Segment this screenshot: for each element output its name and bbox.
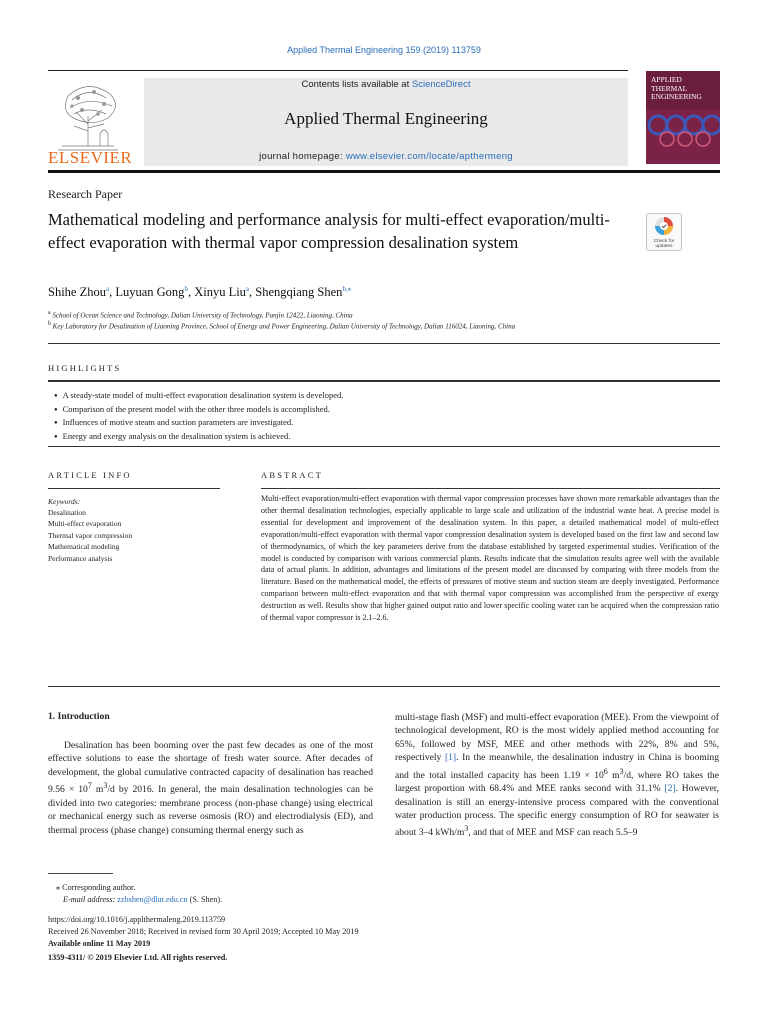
intro-text: /d by 2016. In general, the main desalination technologies can be divided into two categories: membrane process (non-phase change) using electrical or mechanical energy such as reverse osmosis (RO) and electrodialysis (ED), and thermal process (phase change) consuming thermal energy such as	[48, 784, 373, 836]
journal-name: Applied Thermal Engineering	[284, 109, 488, 128]
homepage-line	[144, 151, 628, 162]
author-affiliation-marker[interactable]: a	[105, 285, 110, 293]
intro-text: . However, desalination is still an energy-intensive process compared with the conventional water production process. The specific energy consumption of RO for seawater is about 3–4 kWh/m	[395, 783, 719, 839]
svg-text:updates: updates	[655, 244, 673, 249]
svg-text:Check for: Check for	[653, 239, 675, 244]
highlight-item: ● Comparison of the present model with the other three models is accomplished.	[54, 403, 734, 417]
highlight-item: ● Energy and exergy analysis on the desalination system is achieved.	[54, 430, 734, 444]
sciencedirect-link[interactable]: ScienceDirect	[411, 79, 471, 90]
email-label: E-mail address:	[63, 895, 118, 904]
highlights-list	[54, 389, 734, 443]
affiliation-text: Key Laboratory for Desalination of Liaoning Province, School of Energy and Power Engineering, Dalian University of Technology, Dalian 116024, Liaoning, China	[52, 322, 516, 331]
cover-title-line: APPLIED	[651, 75, 682, 84]
intro-text: m	[91, 784, 104, 796]
abstract-rule	[261, 488, 720, 489]
corresponding-author-note: ⁎ Corresponding author.	[56, 883, 136, 892]
journal-citation[interactable]: Applied Thermal Engineering 159 (2019) 113759	[287, 45, 481, 55]
intro-text: /d, where RO takes the largest proportion with 68.4% and MEE ranks second with 31.1%	[395, 769, 719, 795]
keyword-item: Multi-effect evaporation	[48, 519, 122, 529]
keywords-list	[48, 507, 132, 564]
contents-line	[144, 79, 628, 90]
affiliation-a	[48, 310, 353, 319]
intro-text: Desalination has been booming over the past few decades as one of the most effective solutions to ease the shortage of fresh water source. After decades of development, the global cumulative contracted capacity of desalination has reached 9.56 × 10	[48, 740, 373, 796]
intro-text: multi-stage flash (MSF) and multi-effect evaporation (MEE). From the viewpoint of technological development, RO is the most widely applied method accounting for 65%, followed by MSF, MEE and other methods with 22%, 8% and 5%, respectively	[395, 712, 719, 764]
intro-superscript: 3	[103, 781, 108, 791]
author-name[interactable]: Shihe Zhou	[48, 285, 106, 300]
available-online: Available online 11 May 2019	[48, 939, 151, 948]
article-title: Mathematical modeling and performance analysis for multi-effect evaporation/multi-effect evaporation with thermal vapor compression desalination system	[48, 210, 610, 252]
intro-superscript: 6	[603, 766, 608, 776]
article-info-rule	[48, 488, 220, 489]
article-info-heading: ARTICLE INFO	[48, 470, 132, 480]
check-for-updates-icon[interactable]	[646, 213, 682, 251]
header-bottom-rule	[48, 170, 720, 173]
email-link[interactable]: zzbshen@dlut.edu.cn	[117, 895, 188, 904]
intro-superscript: 7	[87, 781, 92, 791]
contents-prefix: Contents lists available at	[301, 79, 412, 90]
highlights-top-rule	[48, 343, 720, 344]
article-type: Research Paper	[48, 187, 123, 201]
introduction-heading: 1. Introduction	[48, 711, 110, 722]
cover-title	[651, 76, 702, 102]
journal-cover-image[interactable]	[646, 71, 720, 164]
keyword-item: Mathematical modeling	[48, 542, 120, 552]
elsevier-wordmark: ELSEVIER	[48, 148, 133, 167]
header-top-rule	[48, 70, 628, 71]
copyright-line: 1359-4311/ © 2019 Elsevier Ltd. All rights reserved.	[48, 953, 228, 962]
author-name[interactable]: Luyuan Gong	[115, 285, 185, 300]
reference-link[interactable]: [1]	[444, 752, 457, 764]
author-name[interactable]: Shengqiang Shen	[255, 285, 343, 300]
received-dates: Received 26 November 2018; Received in revised form 30 April 2019; Accepted 10 May 2019	[48, 927, 359, 936]
keyword-item: Desalination	[48, 508, 86, 517]
affiliation-b	[48, 321, 515, 330]
introduction-left-column	[48, 739, 373, 837]
highlights-heading-rule	[48, 380, 720, 382]
author-list: Shihe Zhou$^a$, Luyuan Gong$^b$, Xinyu Liu$^a$, Shengqiang Shen$^{b,⁎}$	[48, 285, 352, 300]
doi-link[interactable]: https://doi.org/10.1016/j.applthermaleng.2019.113759	[48, 915, 226, 924]
footnote-rule	[48, 873, 113, 874]
author-affiliation-marker[interactable]: b	[184, 285, 188, 293]
intro-text: . In the meanwhile, the desalination industry in China is booming and the total installed capacity has been 1.19 × 10	[395, 752, 719, 781]
homepage-link[interactable]: www.elsevier.com/locate/apthermeng	[345, 151, 513, 162]
cover-title-line: THERMAL	[651, 83, 688, 93]
cover-title-line: ENGINEERING	[651, 92, 702, 101]
keyword-item: Thermal vapor compression	[48, 530, 133, 540]
highlights-heading: HIGHLIGHTS	[48, 363, 122, 373]
keywords-label: Keywords:	[48, 497, 81, 506]
homepage-prefix: journal homepage:	[259, 151, 346, 162]
reference-link[interactable]: [2]	[664, 783, 676, 795]
intro-superscript: 3	[619, 766, 624, 776]
highlight-item: ● Influences of motive steam and suction parameters are investigated.	[54, 416, 734, 430]
abstract-heading: ABSTRACT	[261, 470, 323, 480]
intro-superscript: 3	[464, 824, 469, 834]
abstract-text: Multi-effect evaporation/multi-effect evaporation with thermal vapor compression processes have shown more remarkable advantages than the other thermal desalination technologies, especially applicable to large scale and utilization of the industrial waste heat. A precise model is essential for development and improvement of the desalination system. In this paper, a detailed mathematical model of multi-effect evaporation/multi-effect evaporation with thermal vapor compression desalination system is developed based on the first law and second law of thermodynamics, of which the key parameters derive from the database established by targeted experimental studies. Verification of the model is conducted by comparison with various commercial plants. Results indicate that the simulation results agree well with the available data of actual plants. In addition, advantages and limitations of the present model are discussed by comparing with three models from the literature. Based on the mathematical model, the effects of pressures of motive steam and suction steam are deeply investigated. Performance comparison between multi-effect evaporation and that with thermal vapor compression was accomplished from the perspective of exergy destruction as well. Results show that higher gained output ratio and lower specific cooling water can be acquired when the compression ratio of thermal vapor compressor is 2.1–2.6.	[261, 494, 719, 623]
email-line	[63, 895, 222, 904]
keyword-item: Performance analysis	[48, 553, 113, 563]
intro-text: , and that of MEE and MSF can reach 5.5–9	[468, 827, 638, 839]
author-affiliation-marker[interactable]: b,⁎	[342, 285, 352, 293]
author-affiliation-marker[interactable]: a	[245, 285, 250, 293]
affiliation-text: School of Ocean Science and Technology, Dalian University of Technology, Panjin 12422, Liaoning, China	[52, 311, 353, 320]
cover-pattern-icon	[646, 109, 720, 164]
introduction-right-column	[395, 711, 719, 840]
highlight-item: ● A steady-state model of multi-effect evaporation desalination system is developed.	[54, 389, 734, 403]
author-name[interactable]: Xinyu Liu	[194, 285, 246, 300]
affiliation-marker: b	[48, 321, 51, 327]
abstract-bottom-rule	[48, 686, 720, 687]
highlights-bottom-rule	[48, 446, 720, 447]
affiliation-marker: a	[48, 310, 51, 316]
intro-text: m	[607, 769, 620, 781]
email-suffix: (S. Shen).	[187, 895, 223, 904]
